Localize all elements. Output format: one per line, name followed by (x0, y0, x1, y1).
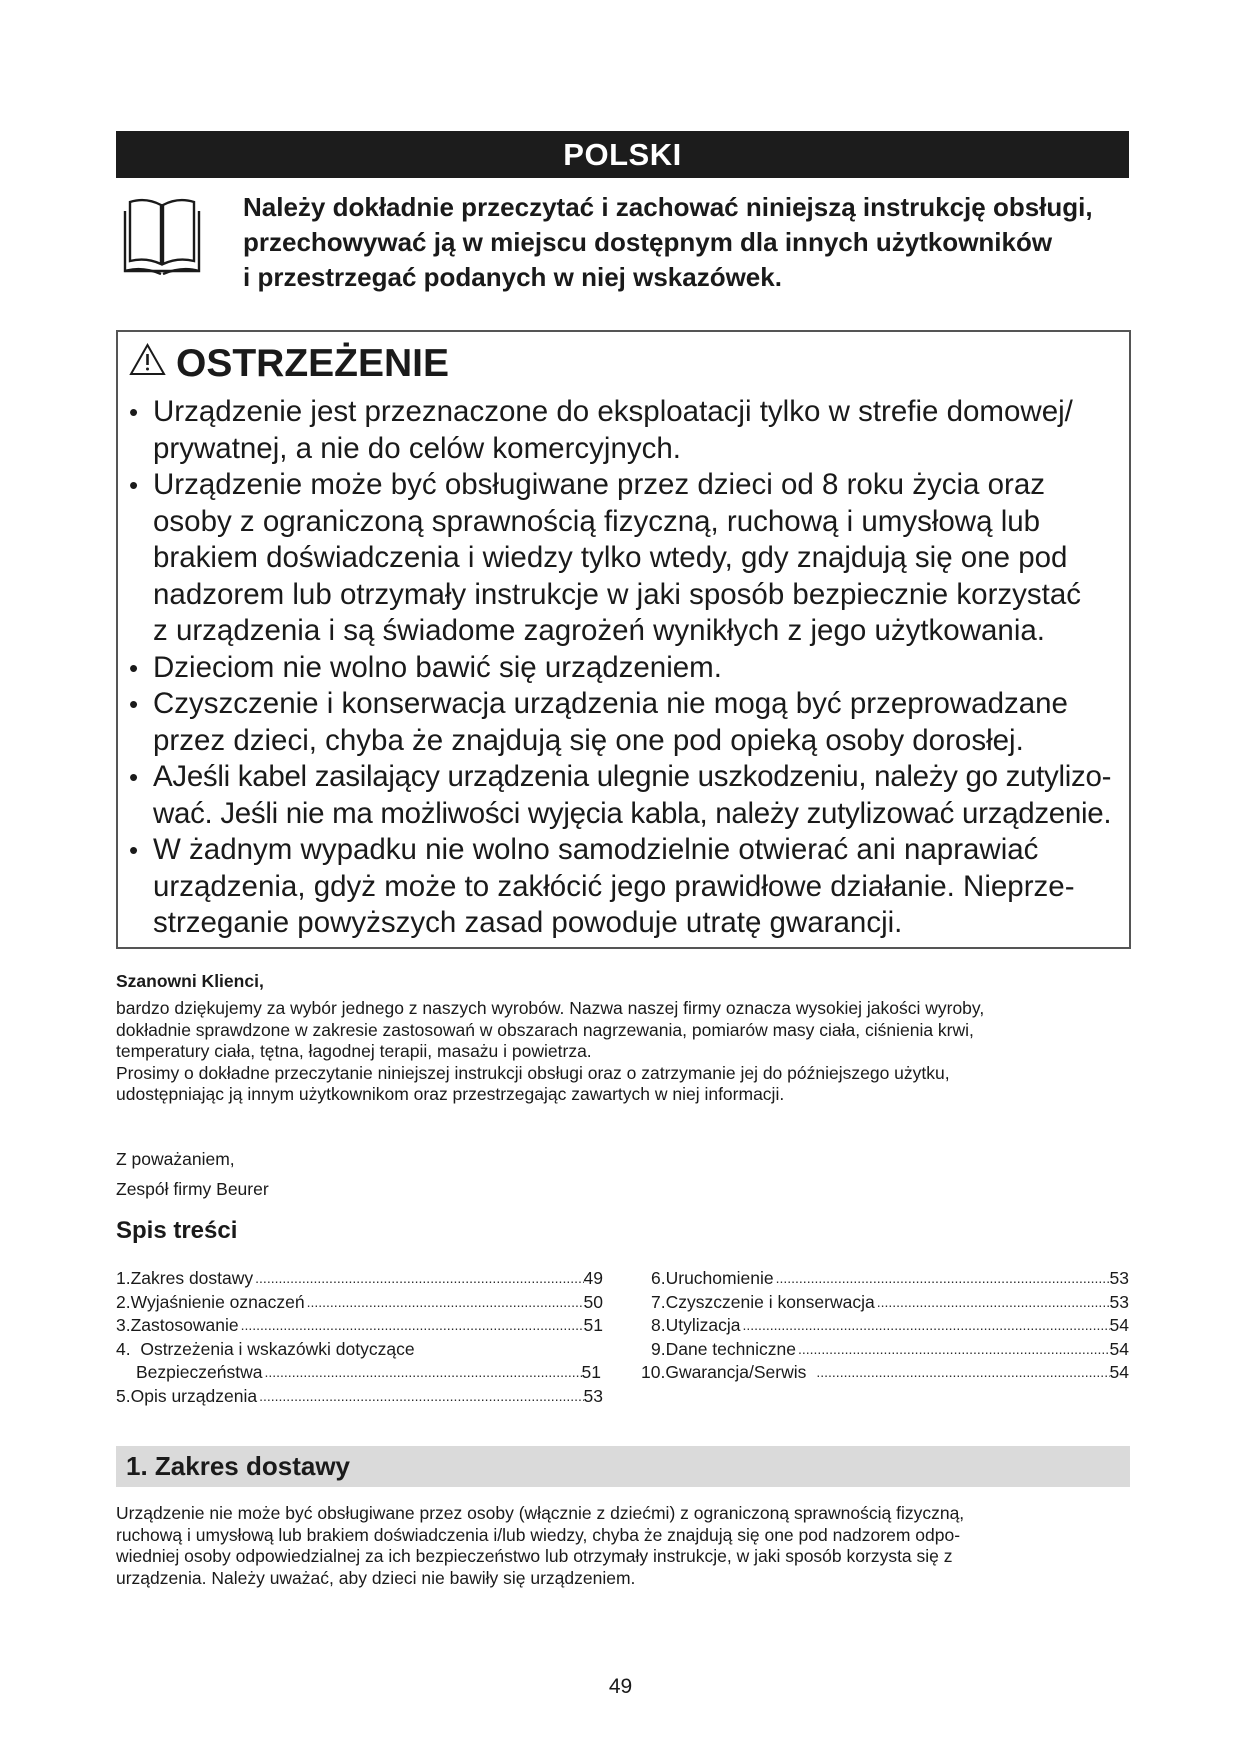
warning-line: Urządzenie jest przeznaczone do eksploatacji tylko w strefie domowej/ (153, 395, 1073, 428)
intro-instructions (243, 190, 1133, 295)
toc-page: 54 (1109, 1315, 1129, 1335)
toc-page: 49 (583, 1268, 603, 1288)
intro-line: i przestrzegać podanych w niej wskazówek. (243, 262, 782, 292)
warning-line: przez dzieci, chyba że znajdują się one pod opieką osoby dorosłej. (153, 723, 1024, 757)
warning-item (129, 467, 1124, 650)
toc-leader (806, 1361, 1109, 1385)
toc-page: 53 (1109, 1291, 1129, 1312)
toc-entry[interactable] (116, 1291, 603, 1315)
toc-entry[interactable] (116, 1361, 601, 1385)
toc-label: Zakres dostawy (130, 1268, 254, 1288)
warning-item (129, 759, 1124, 832)
warning-triangle-icon (129, 343, 166, 376)
warning-line: osoby z ograniczoną sprawnością fizyczną, ruchową i umysłową lub (153, 504, 1041, 538)
toc-page: 50 (583, 1291, 603, 1312)
letter-greeting: Szanowni Klienci, (116, 971, 264, 991)
toc-number: 3. (116, 1315, 131, 1335)
letter-line: temperatury ciała, tętna, łagodnej terapii, masażu i powietrza. (116, 1041, 592, 1061)
toc-leader (257, 1385, 583, 1409)
toc-entry[interactable] (116, 1385, 603, 1409)
toc-entry[interactable] (641, 1338, 1129, 1362)
toc-leader (262, 1361, 581, 1385)
section-line: wiedniej osoby odpowiedzialnej za ich bezpieczeństwo lub otrzymały instrukcje, w jaki sposób korzysta się z (116, 1546, 953, 1566)
bullet: • (129, 652, 139, 683)
bullet: • (129, 470, 139, 500)
warning-line: Czyszczenie i konserwacja urządzenia nie mogą być przeprowadzane (153, 687, 1068, 720)
toc-label: Utylizacja (665, 1315, 741, 1335)
toc-label: Zastosowanie (130, 1315, 239, 1335)
warning-item (129, 650, 1124, 687)
toc-left-column (116, 1267, 603, 1408)
toc-label: Uruchomienie (665, 1268, 774, 1288)
section-heading-bar (116, 1446, 1130, 1487)
toc-number: 8. (651, 1315, 666, 1335)
toc-page: 54 (1109, 1362, 1129, 1382)
warning-item (129, 394, 1124, 467)
toc-leader (796, 1338, 1110, 1362)
section-body (116, 1503, 1126, 1589)
toc-number: 4. (116, 1338, 141, 1359)
warning-line: brakiem doświadczenia i wiedzy tylko wtedy, gdy znajdują się one pod (153, 541, 1068, 574)
warning-line: urządzenia, gdyż może to zakłócić jego prawidłowe działanie. Nieprze- (153, 869, 1075, 903)
letter-line: udostępniając ją innym użytkownikom oraz przestrzegając zawartych w niej informacji. (116, 1084, 785, 1104)
toc-label: Dane techniczne (665, 1338, 796, 1359)
letter-line: bardzo dziękujemy za wybór jednego z naszych wyrobów. Nazwa naszej firmy oznacza wysokiej jakości wyroby, (116, 998, 985, 1018)
toc-label: Bezpieczeństwa (136, 1362, 263, 1382)
toc-label: Wyjaśnienie oznaczeń (130, 1291, 305, 1312)
warning-line: Urządzenie może być obsługiwane przez dzieci od 8 roku życia oraz (153, 468, 1045, 501)
language-header: POLSKI (116, 131, 1129, 178)
toc-leader (774, 1267, 1110, 1291)
toc-label: Opis urządzenia (130, 1385, 258, 1406)
warning-item (129, 686, 1124, 759)
letter-closing: Z poważaniem, (116, 1149, 235, 1169)
warning-line: z urządzenia i są świadome zagrożeń wynikłych z jego użytkowania. (153, 614, 1045, 647)
letter-signature: Zespół firmy Beurer (116, 1179, 269, 1199)
warning-line: wać. Jeśli nie ma możliwości wyjęcia kabla, należy zutylizować urządzenie. (153, 796, 1112, 830)
toc-title: Spis treści (116, 1217, 238, 1244)
section-line: ruchową i umysłową lub brakiem doświadczenia i/lub wiedzy, chyba że znajdują się one pod nadzorem odpo- (116, 1524, 961, 1545)
toc-leader (875, 1291, 1110, 1315)
toc-entry[interactable] (116, 1338, 603, 1362)
warning-line: prywatnej, a nie do celów komercyjnych. (153, 431, 681, 465)
warning-line: nadzorem lub otrzymały instrukcje w jaki sposób bezpiecznie korzystać (153, 577, 1081, 611)
page-number: 49 (608, 1675, 633, 1698)
warning-line: strzeganie powyższych zasad powoduje utratę gwarancji. (153, 906, 903, 939)
toc-entry[interactable] (641, 1361, 1129, 1385)
letter-body (116, 998, 1126, 1106)
toc-leader (741, 1314, 1110, 1338)
warning-line: Dzieciom nie wolno bawić się urządzeniem. (153, 650, 722, 684)
toc-label: Ostrzeżenia i wskazówki dotyczące (140, 1338, 415, 1359)
warning-title: OSTRZEŻENIE (176, 342, 450, 385)
letter-line: dokładnie sprawdzone w zakresie zastosowań w obszarach nagrzewania, pomiarów masy ciała, ciśnienia krwi, (116, 1019, 974, 1040)
section-title: 1. Zakres dostawy (126, 1451, 350, 1481)
bullet: • (129, 762, 139, 792)
toc-label: Gwarancja/Serwis (665, 1362, 807, 1382)
bullet: • (129, 835, 139, 865)
warning-item (129, 832, 1124, 942)
toc-number: 2. (116, 1291, 131, 1312)
toc-entry[interactable] (641, 1267, 1129, 1291)
toc-number: 5. (116, 1385, 131, 1406)
toc-page: 53 (1109, 1268, 1129, 1288)
toc-page: 51 (581, 1362, 601, 1382)
toc-number: 9. (651, 1338, 666, 1359)
toc-number: 10. (641, 1362, 666, 1382)
toc-page: 51 (583, 1315, 603, 1335)
toc-page: 53 (583, 1385, 603, 1406)
section-line: Urządzenie nie może być obsługiwane przez osoby (włącznie z dziećmi) z ograniczoną sprawnością fizyczną, (116, 1503, 965, 1523)
toc-entry[interactable] (116, 1314, 603, 1338)
bullet: • (129, 397, 139, 427)
book-icon (122, 196, 202, 278)
toc-entry[interactable] (116, 1267, 603, 1291)
toc-number: 6. (651, 1268, 666, 1288)
toc-right-column (641, 1267, 1129, 1385)
toc-label: Czyszczenie i konserwacja (665, 1291, 875, 1312)
toc-entry[interactable] (641, 1314, 1129, 1338)
letter-line: Prosimy o dokładne przeczytanie niniejszej instrukcji obsługi oraz o zatrzymanie jej do późniejszego użytku, (116, 1062, 950, 1083)
warning-list (129, 394, 1124, 942)
toc-leader (239, 1314, 584, 1338)
toc-number: 7. (651, 1291, 666, 1312)
bullet: • (129, 689, 139, 719)
section-line: urządzenia. Należy uważać, aby dzieci nie bawiły się urządzeniem. (116, 1567, 636, 1588)
letter-signoff (116, 1144, 269, 1204)
toc-leader (253, 1267, 583, 1291)
toc-page: 54 (1109, 1338, 1129, 1359)
warning-line: AJeśli kabel zasilający urządzenia ulegnie uszkodzeniu, należy go zutylizo- (153, 760, 1112, 793)
intro-line: Należy dokładnie przeczytać i zachować niniejszą instrukcję obsługi, (243, 192, 1093, 222)
intro-line: przechowywać ją w miejscu dostępnym dla innych użytkowników (243, 227, 1053, 257)
warning-line: W żadnym wypadku nie wolno samodzielnie otwierać ani naprawiać (153, 833, 1039, 866)
toc-number: 1. (116, 1268, 131, 1288)
toc-leader (305, 1291, 584, 1315)
toc-entry[interactable] (641, 1291, 1129, 1315)
